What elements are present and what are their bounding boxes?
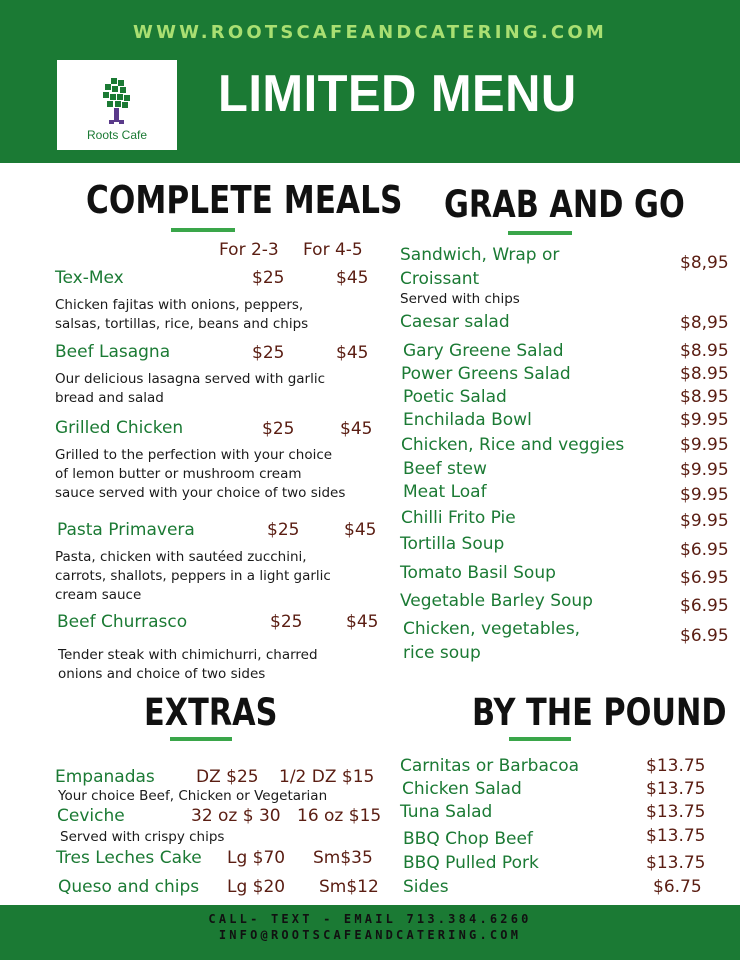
pound-item-name: Chicken Salad <box>402 779 522 799</box>
pound-item-name: Carnitas or Barbacoa <box>400 756 580 776</box>
grab-and-go-underline <box>508 231 572 235</box>
grab-item-price: $9.95 <box>680 435 729 455</box>
email-line[interactable]: INFO@ROOTSCAFEANDCATERING.COM <box>218 928 522 942</box>
grab-item-name: Gary Greene Salad <box>403 341 564 361</box>
meal-price-large: $45 <box>340 419 373 439</box>
meal-name: Beef Churrasco <box>57 612 188 632</box>
grab-item-note: Served with chips <box>400 291 520 307</box>
meal-desc-line: Chicken fajitas with onions, peppers, <box>55 297 304 313</box>
pound-item-name: BBQ Chop Beef <box>403 829 533 849</box>
grab-item-price: $8.95 <box>680 387 729 407</box>
complete-meals-heading: COMPLETE MEALS <box>86 178 403 222</box>
extra-option: Sm$12 <box>319 877 379 897</box>
grab-item-name: Beef stew <box>403 459 487 479</box>
grab-item-price: $8,95 <box>680 313 729 333</box>
pound-item-price: $6.75 <box>653 877 702 897</box>
meal-desc-line: carrots, shallots, peppers in a light garlic <box>55 568 331 584</box>
grab-item-name: Tortilla Soup <box>400 534 505 554</box>
meal-price-large: $45 <box>346 612 379 632</box>
pound-item-price: $13.75 <box>646 756 706 776</box>
meal-desc-line: of lemon butter or mushroom cream <box>55 466 302 482</box>
grab-item-name: Croissant <box>400 269 480 289</box>
meal-price-large: $45 <box>336 343 369 363</box>
extra-name: Ceviche <box>57 806 125 826</box>
grab-item-name: Poetic Salad <box>403 387 507 407</box>
grab-item-price: $6.95 <box>680 626 729 646</box>
grab-item-price: $8.95 <box>680 341 729 361</box>
grab-item-name: Meat Loaf <box>403 482 487 502</box>
grab-item-name: Sandwich, Wrap or <box>400 245 560 265</box>
grab-item-price: $9.95 <box>680 460 729 480</box>
contact-line[interactable]: CALL- TEXT - EMAIL 713.384.6260 <box>208 912 532 926</box>
grab-item-price: $8.95 <box>680 364 729 384</box>
extra-option: Sm$35 <box>313 848 373 868</box>
grab-and-go-heading: GRAB AND GO <box>444 183 685 226</box>
meal-desc-line: Grilled to the perfection with your choice <box>55 447 333 463</box>
tree-icon <box>97 78 137 126</box>
page-title: LIMITED MENU <box>218 65 577 123</box>
meal-price-small: $25 <box>252 268 285 288</box>
meal-name: Pasta Primavera <box>57 520 195 540</box>
meal-desc-line: cream sauce <box>55 587 142 603</box>
website-url[interactable]: WWW.ROOTSCAFEANDCATERING.COM <box>133 22 607 43</box>
meal-desc-line: bread and salad <box>55 390 164 406</box>
grab-item-name: Chilli Frito Pie <box>401 508 516 528</box>
meal-desc-line: onions and choice of two sides <box>58 666 266 682</box>
extra-name: Empanadas <box>55 767 155 787</box>
grab-item-price: $6.95 <box>680 540 729 560</box>
meal-price-small: $25 <box>267 520 300 540</box>
grab-item-name: Vegetable Barley Soup <box>400 591 593 611</box>
meal-desc-line: Our delicious lasagna served with garlic <box>55 371 326 387</box>
extra-name: Queso and chips <box>58 877 200 897</box>
pound-item-price: $13.75 <box>646 826 706 846</box>
grab-item-price: $9.95 <box>680 511 729 531</box>
meal-price-large: $45 <box>336 268 369 288</box>
pound-item-price: $13.75 <box>646 802 706 822</box>
extra-option: 16 oz $15 <box>297 806 382 826</box>
meal-desc-line: sauce served with your choice of two sides <box>55 485 346 501</box>
grab-item-name: Enchilada Bowl <box>403 410 532 430</box>
grab-item-name: Tomato Basil Soup <box>400 563 556 583</box>
extras-heading: EXTRAS <box>144 691 278 734</box>
extra-option: 1/2 DZ $15 <box>279 767 375 787</box>
pound-item-price: $13.75 <box>646 779 706 799</box>
extra-note: Served with crispy chips <box>60 829 225 845</box>
grab-item-name: rice soup <box>403 643 481 663</box>
meal-desc-line: Pasta, chicken with sautéed zucchini, <box>55 549 307 565</box>
col-header-large: For 4-5 <box>303 240 363 260</box>
extra-option: Lg $70 <box>227 848 286 868</box>
meal-name: Grilled Chicken <box>55 418 184 438</box>
extra-option: 32 oz $ 30 <box>191 806 281 826</box>
grab-item-price: $8,95 <box>680 253 729 273</box>
logo <box>57 60 177 150</box>
meal-price-small: $25 <box>252 343 285 363</box>
col-header-small: For 2-3 <box>219 240 279 260</box>
grab-item-price: $6.95 <box>680 596 729 616</box>
complete-meals-underline <box>171 228 235 232</box>
pound-item-name: Tuna Salad <box>400 802 493 822</box>
meal-price-large: $45 <box>344 520 377 540</box>
grab-item-name: Caesar salad <box>400 312 510 332</box>
pound-item-name: BBQ Pulled Pork <box>403 853 539 873</box>
meal-desc-line: Tender steak with chimichurri, charred <box>58 647 318 663</box>
grab-item-name: Chicken, vegetables, <box>403 619 581 639</box>
meal-price-small: $25 <box>270 612 303 632</box>
extra-option: DZ $25 <box>196 767 259 787</box>
grab-item-name: Chicken, Rice and veggies <box>401 435 625 455</box>
grab-item-name: Power Greens Salad <box>401 364 571 384</box>
meal-desc-line: salsas, tortillas, rice, beans and chips <box>55 316 309 332</box>
meal-name: Tex-Mex <box>55 268 124 288</box>
extra-note: Your choice Beef, Chicken or Vegetarian <box>58 788 328 804</box>
logo-text: Roots Cafe <box>86 128 148 142</box>
pound-item-name: Sides <box>403 877 449 897</box>
extra-name: Tres Leches Cake <box>56 848 202 868</box>
grab-item-price: $6.95 <box>680 568 729 588</box>
grab-item-price: $9.95 <box>680 485 729 505</box>
extras-underline <box>170 737 232 741</box>
pound-item-price: $13.75 <box>646 853 706 873</box>
by-the-pound-heading: BY THE POUND <box>472 691 727 734</box>
extra-option: Lg $20 <box>227 877 286 897</box>
by-the-pound-underline <box>509 737 571 741</box>
meal-name: Beef Lasagna <box>55 342 171 362</box>
meal-price-small: $25 <box>262 419 295 439</box>
grab-item-price: $9.95 <box>680 410 729 430</box>
